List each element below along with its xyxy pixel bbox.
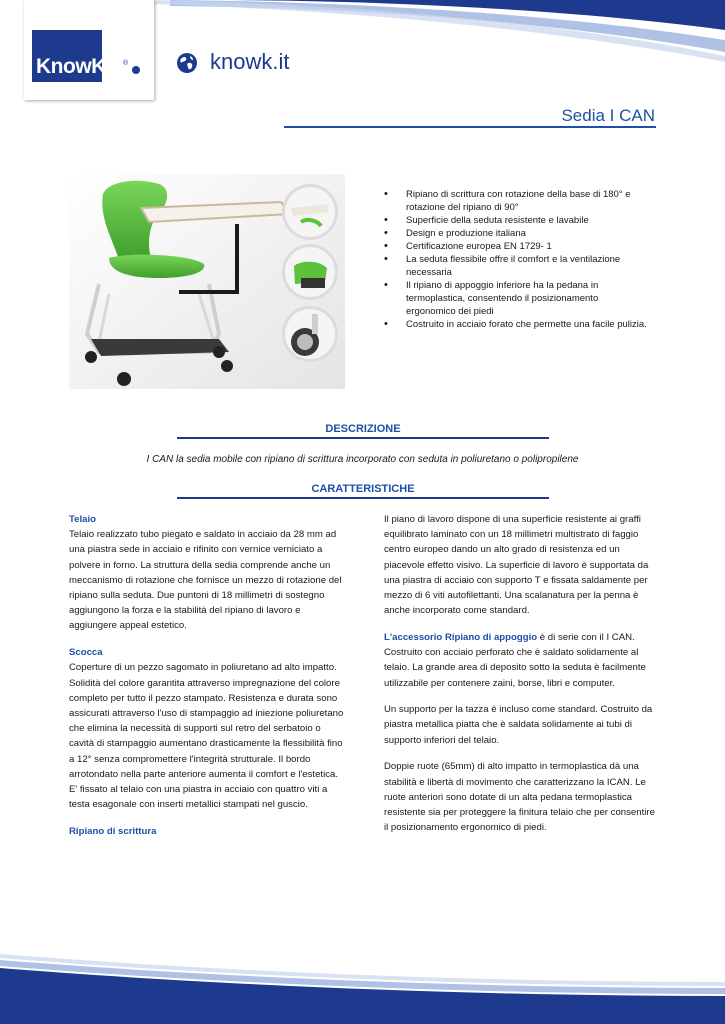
- title-underline: [284, 126, 656, 128]
- product-photo: [69, 174, 345, 389]
- logo-registered-mark: ®: [123, 60, 129, 67]
- ripiano-title: Ripiano di scrittura: [69, 825, 157, 837]
- accessorio-text: è di serie con il I CAN. Costruito con acciaio perforato che è saldato solidamente al telaio. La grande area di deposito sotto la seduta è facilmente utilizzabile per contenere zaini, borse, libri e computer.: [384, 631, 646, 689]
- logo-dot: [132, 66, 140, 74]
- feature-item: • Design e produzione italiana: [384, 227, 650, 240]
- accessorio-highlight: L'accessorio Ripiano di appoggio: [384, 631, 538, 643]
- feature-item: • Il ripiano di appoggio inferiore ha la pedana in termoplastica, consentendo il posizionamento ergonomico dei piedi: [384, 279, 650, 318]
- caratteristiche-rule: [177, 497, 549, 499]
- telaio-title: Telaio: [69, 514, 97, 525]
- footer-band: [0, 950, 725, 1024]
- descrizione-heading: DESCRIZIONE: [325, 423, 401, 435]
- ruote-text: Doppie ruote (65mm) di alto impatto in termoplastica dà una stabilità e libertà di movimento che caratterizzano la ICAN. Le ruote anteriori sono dotate di un alta pedana termoplastica resistente sia per proteggere la finitura telaio che per consentire il posizionamento ergonomico di piedi.: [384, 761, 655, 834]
- feature-item: • Superficie della seduta resistente e lavabile: [384, 214, 650, 227]
- feature-item: • Ripiano di scrittura con rotazione della base di 180° e rotazione del ripiano di 90°: [384, 188, 650, 214]
- feature-item: • Certificazione europea EN 1729- 1: [384, 240, 650, 253]
- feature-item: • La seduta flessibile offre il comfort e la ventilazione necessaria: [384, 253, 650, 279]
- feature-item: • Costruito in acciaio forato che permette una facile pulizia.: [384, 318, 650, 331]
- supporto-text: Un supporto per la tazza è incluso come standard. Costruito da piastra metallica piatta che è saldata solidamente ai tubi di supporto inferiori del telaio.: [384, 704, 653, 746]
- globe-icon: [176, 52, 198, 74]
- descrizione-rule: [177, 437, 549, 439]
- descrizione-text: I CAN la sedia mobile con ripiano di scrittura incorporato con seduta in poliuretano o polipropilene: [146, 454, 579, 465]
- scocca-text: Coperture di un pezzo sagomato in poliuretano ad alto impatto. Solidità del colore garantita attraverso impregnazione del colore completo per tutto il pezzo stampato. Resistenza e durata sono assicurati attraverso l'uso di stampaggio ad iniezione poliuretano che elimina la necessità di supporti sul retro del serbatoio o cavità di stampaggio aumentano drasticamente la flessibilità fino a 12° senza compromettere l'integrità strutturale. Il bordo arrotondato nella parte anteriore aumenta il comfort e l'estetica. E' fissato al telaio con una piastra in acciaio con quattro viti a testa esagonale con inserti metallici stampati nel guscio.: [69, 662, 344, 811]
- website-link[interactable]: knowk.it: [210, 49, 290, 74]
- feature-list: [384, 188, 650, 331]
- scocca-title: Scocca: [69, 647, 103, 659]
- left-column: [69, 512, 345, 839]
- caratteristiche-heading: CARATTERISTICHE: [311, 483, 415, 495]
- telaio-text: Telaio realizzato tubo piegato e saldato in acciaio da 28 mm ad una piastra sede in acciaio e rifinito con vernice verniciato a polvere in forno. La struttura della sedia comprende anche un meccanismo di rotazione che fornisce un mezzo di rotazione del ripiano sulla seduta. Due puntoni di 18 millimetri di sostegno aggiungono la forza e la stabilità del ripiano di lavoro e aggiungere appeal estetico.: [69, 529, 342, 632]
- ripiano-text: Il piano di lavoro dispone di una superficie resistente ai graffi equilibrato laminato con un 18 millimetri multistrato di faggio centro europeo dando un alto grado di resistenza ed un piacevole effetto visivo. La superficie di lavoro è supportata da una piastra di acciaio con supporto T e fissata saldamente per mezzo di 6 viti autofilettanti. Una scalanatura per la penna è anche incorporato come standard.: [384, 514, 649, 617]
- right-column: [384, 512, 660, 847]
- product-title: Sedia I CAN: [561, 106, 655, 125]
- brand-logo[interactable]: KnowK: [36, 55, 106, 78]
- accessorio-paragraph: [384, 630, 660, 691]
